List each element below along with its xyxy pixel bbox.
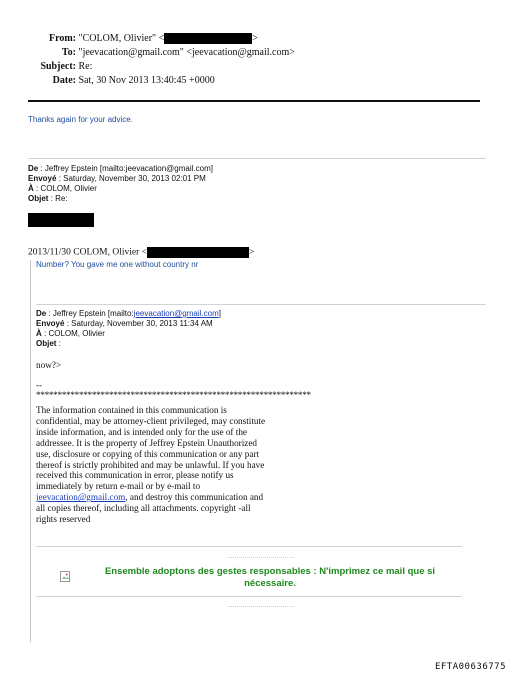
quote1-de-label: De <box>28 164 39 173</box>
disclaimer-email-link[interactable]: jeevacation@gmail.com <box>36 492 126 503</box>
disclaimer-text-1: The information contained in this communication is confidential, may be attorney-client privileged, may constitute inside information, and is intended only for the use of the addressee. It is the property of Jeffrey Epstein Unauthorized use, disclosure or copying of this communication or any part thereof is strictly prohibited and may be unlawful. If you have received this communication in error, please notify us immediately by return e-mail or by e-mail to <box>36 405 266 492</box>
header-from <box>0 33 258 45</box>
quote2-attrib-text: 2013/11/30 COLOM, Olivier < <box>28 247 148 258</box>
quote3-de-prefix: : Jeffrey Epstein [mailto: <box>46 309 134 318</box>
quote3-objet-label: Objet <box>36 339 57 348</box>
header-to <box>0 47 295 59</box>
banner-dots-bottom <box>228 606 294 607</box>
quote3-envoye-label: Envoyé <box>36 319 65 328</box>
quote3-body: now?> <box>36 360 62 370</box>
date-value: Sat, 30 Nov 2013 13:40:45 +0000 <box>78 75 215 86</box>
from-label: From: <box>48 33 76 44</box>
quote1-envoye-label: Envoyé <box>28 174 57 183</box>
reply-message: Thanks again for your advice. <box>28 115 133 124</box>
subject-value: Re: <box>78 61 93 72</box>
quote3-objet-value: : <box>56 339 61 348</box>
quote3-divider <box>36 304 486 305</box>
quote1-objet-label: Objet <box>28 194 49 203</box>
quote3-de-suffix: ] <box>218 309 221 318</box>
banner-line-2: nécessaire. <box>244 578 296 589</box>
banner-divider-top <box>36 546 462 547</box>
banner-divider-bottom <box>36 596 462 597</box>
header-date <box>0 75 215 87</box>
header-rule <box>28 100 480 102</box>
document-id: EFTA00636775 <box>434 662 506 672</box>
from-value: "COLOM, Olivier" < <box>78 33 165 44</box>
quote3-header <box>36 309 221 349</box>
quote1-a-label: À <box>28 184 34 193</box>
redaction-box <box>164 33 252 44</box>
quote1-header <box>28 164 213 204</box>
date-label: Date: <box>52 75 76 86</box>
broken-image-icon <box>60 570 72 582</box>
redaction-box <box>147 247 249 258</box>
to-label: To: <box>61 47 76 58</box>
quote1-objet-value: : Re: <box>48 194 68 203</box>
banner-dots-top <box>228 557 294 558</box>
banner-line-1: Ensemble adoptons des gestes responsables : N'imprimez ce mail que si <box>104 566 436 577</box>
subject-label: Subject: <box>40 61 76 72</box>
green-banner <box>80 566 460 590</box>
quote3-a-label: À <box>36 329 42 338</box>
quote3-email-link[interactable]: jeevacation@gmail.com <box>133 309 219 318</box>
quote-bar <box>30 260 31 642</box>
quote1-de-value: : Jeffrey Epstein [mailto:jeevacation@gmail.com] <box>38 164 213 173</box>
quote2-message: Number? You gave me one without country nr <box>36 260 199 269</box>
from-tail: > <box>252 33 258 44</box>
quote3-envoye-value: : Saturday, November 30, 2013 11:34 AM <box>64 319 213 328</box>
signature-stars: **************************************************************** <box>36 390 311 400</box>
quote1-a-value: : COLOM, Olivier <box>33 184 97 193</box>
quote1-envoye-value: : Saturday, November 30, 2013 02:01 PM <box>56 174 206 183</box>
signature-dashes: -- <box>36 380 43 390</box>
quote1-divider <box>28 158 486 159</box>
quote3-de-label: De <box>36 309 47 318</box>
disclaimer-text-2: , and destroy this communication and all copies thereof, including all attachments. copyright -all rights reserved <box>36 492 264 525</box>
header-subject <box>0 61 92 73</box>
disclaimer <box>36 405 272 525</box>
quote3-a-value: : COLOM, Olivier <box>41 329 105 338</box>
quote2-attrib-tail: > <box>249 247 255 258</box>
to-value: "jeevacation@gmail.com" <jeevacation@gmail.com> <box>78 47 295 58</box>
redaction-box <box>28 213 94 227</box>
quote2-attribution <box>28 247 254 258</box>
